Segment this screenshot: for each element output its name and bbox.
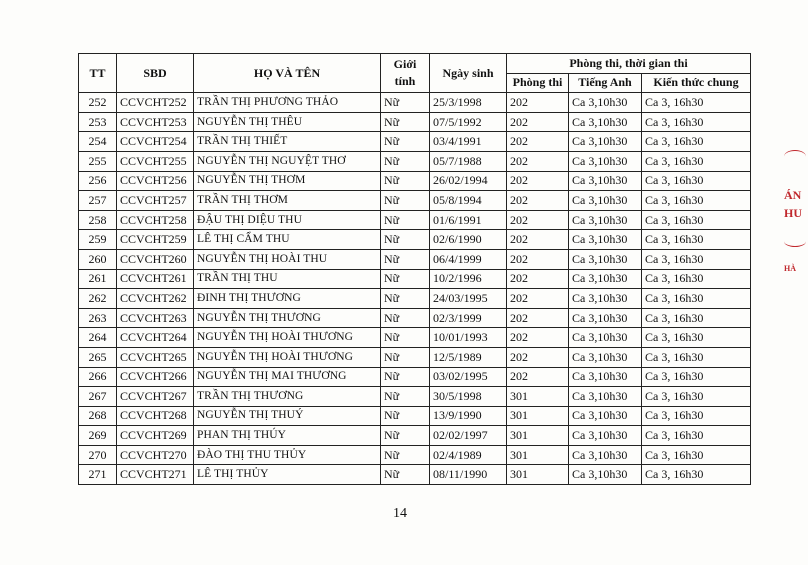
cell-general-session: Ca 3, 16h30 — [642, 465, 751, 485]
cell-tt: 271 — [79, 465, 117, 485]
cell-tt: 269 — [79, 426, 117, 446]
cell-english-session: Ca 3,10h30 — [569, 465, 642, 485]
cell-room: 301 — [507, 426, 569, 446]
cell-general-session: Ca 3, 16h30 — [642, 171, 751, 191]
cell-english-session: Ca 3,10h30 — [569, 171, 642, 191]
cell-english-session: Ca 3,10h30 — [569, 367, 642, 387]
table-row — [79, 112, 751, 132]
cell-full-name: PHAN THỊ THÚY — [194, 426, 381, 446]
cell-general-session: Ca 3, 16h30 — [642, 308, 751, 328]
table-row — [79, 387, 751, 407]
cell-room: 202 — [507, 249, 569, 269]
cell-date-of-birth: 05/8/1994 — [430, 191, 507, 211]
cell-room: 202 — [507, 347, 569, 367]
table-row — [79, 426, 751, 446]
cell-gender: Nữ — [381, 445, 430, 465]
cell-sbd: CCVCHT268 — [117, 406, 194, 426]
cell-sbd: CCVCHT256 — [117, 171, 194, 191]
cell-gender: Nữ — [381, 269, 430, 289]
cell-english-session: Ca 3,10h30 — [569, 289, 642, 309]
cell-english-session: Ca 3,10h30 — [569, 210, 642, 230]
cell-full-name: TRẦN THỊ PHƯƠNG THẢO — [194, 93, 381, 113]
cell-tt: 267 — [79, 387, 117, 407]
cell-tt: 252 — [79, 93, 117, 113]
cell-date-of-birth: 30/5/1998 — [430, 387, 507, 407]
cell-tt: 255 — [79, 151, 117, 171]
cell-full-name: ĐINH THỊ THƯƠNG — [194, 289, 381, 309]
cell-general-session: Ca 3, 16h30 — [642, 406, 751, 426]
cell-room: 202 — [507, 308, 569, 328]
cell-full-name: LÊ THỊ CẨM THU — [194, 230, 381, 250]
cell-gender: Nữ — [381, 191, 430, 211]
cell-full-name: NGUYỄN THỊ HOÀI THU — [194, 249, 381, 269]
cell-room: 202 — [507, 269, 569, 289]
cell-general-session: Ca 3, 16h30 — [642, 387, 751, 407]
table-row — [79, 191, 751, 211]
cell-date-of-birth: 07/5/1992 — [430, 112, 507, 132]
cell-full-name: NGUYỄN THỊ THUÝ — [194, 406, 381, 426]
header-tt: TT — [79, 54, 117, 93]
cell-sbd: CCVCHT255 — [117, 151, 194, 171]
table-row — [79, 328, 751, 348]
cell-sbd: CCVCHT271 — [117, 465, 194, 485]
cell-date-of-birth: 05/7/1988 — [430, 151, 507, 171]
cell-room: 202 — [507, 230, 569, 250]
header-date-of-birth: Ngày sinh — [430, 54, 507, 93]
cell-full-name: NGUYỄN THỊ THƠM — [194, 171, 381, 191]
cell-sbd: CCVCHT266 — [117, 367, 194, 387]
cell-gender: Nữ — [381, 406, 430, 426]
cell-date-of-birth: 24/03/1995 — [430, 289, 507, 309]
cell-gender: Nữ — [381, 210, 430, 230]
cell-english-session: Ca 3,10h30 — [569, 112, 642, 132]
table-row — [79, 367, 751, 387]
cell-english-session: Ca 3,10h30 — [569, 426, 642, 446]
table-row — [79, 465, 751, 485]
cell-full-name: NGUYỄN THỊ THÊU — [194, 112, 381, 132]
header-room: Phòng thi — [507, 73, 569, 93]
cell-gender: Nữ — [381, 465, 430, 485]
cell-gender: Nữ — [381, 426, 430, 446]
cell-gender: Nữ — [381, 308, 430, 328]
cell-sbd: CCVCHT252 — [117, 93, 194, 113]
cell-date-of-birth: 10/2/1996 — [430, 269, 507, 289]
cell-general-session: Ca 3, 16h30 — [642, 269, 751, 289]
cell-date-of-birth: 10/01/1993 — [430, 328, 507, 348]
cell-general-session: Ca 3, 16h30 — [642, 230, 751, 250]
cell-general-session: Ca 3, 16h30 — [642, 347, 751, 367]
cell-tt: 261 — [79, 269, 117, 289]
cell-general-session: Ca 3, 16h30 — [642, 132, 751, 152]
table-row — [79, 308, 751, 328]
cell-gender: Nữ — [381, 93, 430, 113]
stamp-arc-bottom — [784, 236, 806, 247]
cell-room: 202 — [507, 151, 569, 171]
cell-english-session: Ca 3,10h30 — [569, 93, 642, 113]
cell-tt: 264 — [79, 328, 117, 348]
cell-date-of-birth: 06/4/1999 — [430, 249, 507, 269]
cell-tt: 270 — [79, 445, 117, 465]
cell-tt: 262 — [79, 289, 117, 309]
header-gender: Giới tính — [381, 54, 430, 93]
cell-sbd: CCVCHT265 — [117, 347, 194, 367]
cell-english-session: Ca 3,10h30 — [569, 387, 642, 407]
cell-sbd: CCVCHT258 — [117, 210, 194, 230]
cell-gender: Nữ — [381, 171, 430, 191]
cell-room: 301 — [507, 445, 569, 465]
cell-date-of-birth: 02/4/1989 — [430, 445, 507, 465]
cell-english-session: Ca 3,10h30 — [569, 151, 642, 171]
cell-general-session: Ca 3, 16h30 — [642, 249, 751, 269]
cell-english-session: Ca 3,10h30 — [569, 308, 642, 328]
cell-tt: 265 — [79, 347, 117, 367]
cell-sbd: CCVCHT267 — [117, 387, 194, 407]
table-row — [79, 171, 751, 191]
cell-tt: 258 — [79, 210, 117, 230]
table-row — [79, 249, 751, 269]
cell-sbd: CCVCHT262 — [117, 289, 194, 309]
table-row — [79, 289, 751, 309]
cell-gender: Nữ — [381, 347, 430, 367]
cell-gender: Nữ — [381, 230, 430, 250]
cell-tt: 266 — [79, 367, 117, 387]
cell-full-name: NGUYỄN THỊ HOÀI THƯƠNG — [194, 347, 381, 367]
cell-general-session: Ca 3, 16h30 — [642, 93, 751, 113]
cell-tt: 268 — [79, 406, 117, 426]
cell-date-of-birth: 13/9/1990 — [430, 406, 507, 426]
cell-tt: 260 — [79, 249, 117, 269]
cell-full-name: NGUYỄN THỊ THƯƠNG — [194, 308, 381, 328]
cell-english-session: Ca 3,10h30 — [569, 347, 642, 367]
cell-date-of-birth: 02/02/1997 — [430, 426, 507, 446]
stamp-text-2: HU — [784, 206, 802, 220]
cell-tt: 259 — [79, 230, 117, 250]
cell-sbd: CCVCHT257 — [117, 191, 194, 211]
cell-room: 202 — [507, 210, 569, 230]
table-row — [79, 230, 751, 250]
cell-general-session: Ca 3, 16h30 — [642, 328, 751, 348]
cell-full-name: ĐÀO THỊ THU THỦY — [194, 445, 381, 465]
header-sbd: SBD — [117, 54, 194, 93]
cell-room: 301 — [507, 406, 569, 426]
cell-room: 202 — [507, 171, 569, 191]
cell-full-name: NGUYỄN THỊ HOÀI THƯƠNG — [194, 328, 381, 348]
cell-full-name: NGUYỄN THỊ MAI THƯƠNG — [194, 367, 381, 387]
cell-english-session: Ca 3,10h30 — [569, 445, 642, 465]
cell-room: 202 — [507, 93, 569, 113]
cell-tt: 257 — [79, 191, 117, 211]
cell-english-session: Ca 3,10h30 — [569, 328, 642, 348]
table-row — [79, 132, 751, 152]
cell-sbd: CCVCHT264 — [117, 328, 194, 348]
header-full-name: HỌ VÀ TÊN — [194, 54, 381, 93]
cell-gender: Nữ — [381, 151, 430, 171]
cell-general-session: Ca 3, 16h30 — [642, 210, 751, 230]
cell-gender: Nữ — [381, 132, 430, 152]
cell-sbd: CCVCHT263 — [117, 308, 194, 328]
header-english: Tiếng Anh — [569, 73, 642, 93]
cell-date-of-birth: 08/11/1990 — [430, 465, 507, 485]
table-row — [79, 269, 751, 289]
cell-gender: Nữ — [381, 289, 430, 309]
cell-gender: Nữ — [381, 249, 430, 269]
table-header — [79, 54, 751, 93]
cell-sbd: CCVCHT269 — [117, 426, 194, 446]
cell-gender: Nữ — [381, 367, 430, 387]
header-exam-room-time: Phòng thi, thời gian thi — [507, 54, 751, 74]
cell-tt: 253 — [79, 112, 117, 132]
cell-full-name: TRẦN THỊ THU — [194, 269, 381, 289]
cell-room: 202 — [507, 112, 569, 132]
cell-general-session: Ca 3, 16h30 — [642, 151, 751, 171]
cell-full-name: TRẦN THỊ THƠM — [194, 191, 381, 211]
cell-tt: 256 — [79, 171, 117, 191]
cell-date-of-birth: 25/3/1998 — [430, 93, 507, 113]
cell-general-session: Ca 3, 16h30 — [642, 191, 751, 211]
red-seal-stamp — [782, 140, 808, 290]
header-general-knowledge: Kiến thức chung — [642, 73, 751, 93]
stamp-arc-top — [784, 150, 806, 163]
cell-room: 202 — [507, 289, 569, 309]
cell-room: 301 — [507, 387, 569, 407]
cell-full-name: TRẦN THỊ THIẾT — [194, 132, 381, 152]
cell-sbd: CCVCHT260 — [117, 249, 194, 269]
cell-full-name: TRẦN THỊ THƯƠNG — [194, 387, 381, 407]
cell-room: 202 — [507, 328, 569, 348]
cell-full-name: NGUYỄN THỊ NGUYỆT THƠ — [194, 151, 381, 171]
cell-room: 202 — [507, 132, 569, 152]
table-row — [79, 210, 751, 230]
table-body — [79, 93, 751, 485]
stamp-text-1: ÁN — [784, 188, 802, 202]
cell-general-session: Ca 3, 16h30 — [642, 426, 751, 446]
cell-tt: 263 — [79, 308, 117, 328]
cell-general-session: Ca 3, 16h30 — [642, 445, 751, 465]
cell-date-of-birth: 03/4/1991 — [430, 132, 507, 152]
cell-tt: 254 — [79, 132, 117, 152]
cell-sbd: CCVCHT253 — [117, 112, 194, 132]
cell-room: 301 — [507, 465, 569, 485]
cell-sbd: CCVCHT270 — [117, 445, 194, 465]
cell-date-of-birth: 02/6/1990 — [430, 230, 507, 250]
cell-full-name: LÊ THỊ THỦY — [194, 465, 381, 485]
cell-english-session: Ca 3,10h30 — [569, 132, 642, 152]
cell-sbd: CCVCHT261 — [117, 269, 194, 289]
cell-gender: Nữ — [381, 387, 430, 407]
cell-sbd: CCVCHT254 — [117, 132, 194, 152]
cell-room: 202 — [507, 191, 569, 211]
table-row — [79, 406, 751, 426]
page-number: 14 — [393, 506, 407, 521]
cell-full-name: ĐẬU THỊ DIỆU THU — [194, 210, 381, 230]
cell-english-session: Ca 3,10h30 — [569, 191, 642, 211]
cell-date-of-birth: 26/02/1994 — [430, 171, 507, 191]
cell-date-of-birth: 01/6/1991 — [430, 210, 507, 230]
cell-gender: Nữ — [381, 328, 430, 348]
table-row — [79, 445, 751, 465]
table-row — [79, 93, 751, 113]
cell-room: 202 — [507, 367, 569, 387]
table-row — [79, 347, 751, 367]
exam-roster-table — [78, 53, 751, 485]
cell-general-session: Ca 3, 16h30 — [642, 112, 751, 132]
cell-gender: Nữ — [381, 112, 430, 132]
cell-date-of-birth: 12/5/1989 — [430, 347, 507, 367]
table-row — [79, 151, 751, 171]
cell-general-session: Ca 3, 16h30 — [642, 367, 751, 387]
cell-sbd: CCVCHT259 — [117, 230, 194, 250]
cell-english-session: Ca 3,10h30 — [569, 406, 642, 426]
cell-english-session: Ca 3,10h30 — [569, 230, 642, 250]
cell-date-of-birth: 02/3/1999 — [430, 308, 507, 328]
stamp-text-3: HÀ — [784, 264, 796, 273]
cell-general-session: Ca 3, 16h30 — [642, 289, 751, 309]
cell-date-of-birth: 03/02/1995 — [430, 367, 507, 387]
cell-english-session: Ca 3,10h30 — [569, 249, 642, 269]
cell-english-session: Ca 3,10h30 — [569, 269, 642, 289]
